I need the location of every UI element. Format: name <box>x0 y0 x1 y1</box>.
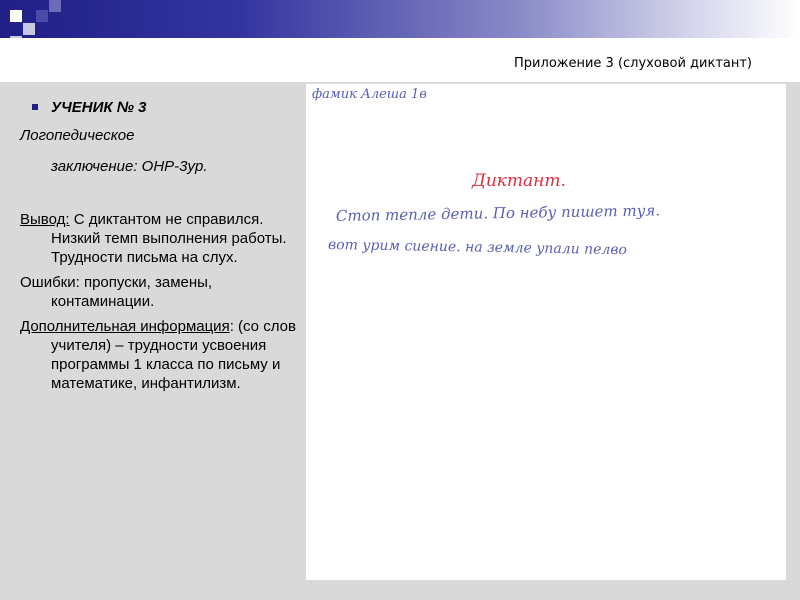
handwritten-line2: вот урим сиение. на земле упали пелво <box>327 237 628 259</box>
dictation-scan-image <box>306 84 786 580</box>
handwritten-heading: Диктант. <box>472 171 566 191</box>
extra-text: : (со слов учителя) – трудности усвоения программы 1 класса по письму и математике, инфантилизм. <box>51 318 296 392</box>
student-heading <box>20 98 300 117</box>
decor-square <box>23 23 35 35</box>
extra-paragraph <box>20 317 300 393</box>
page-title: Приложение 3 (слуховой диктант) <box>514 56 752 71</box>
student-label: УЧЕНИК № 3 <box>51 99 147 116</box>
handwritten-name: фамик Алеша 1в <box>312 87 427 102</box>
conclusion-line2: заключение: ОНР-3ур. <box>51 158 208 175</box>
handwritten-line1: Стоп тепле дети. По небу пишет туя. <box>335 201 661 225</box>
decor-square <box>36 10 48 22</box>
decor-square <box>10 10 22 22</box>
conclusion-line1: Логопедическое <box>20 127 135 144</box>
result-paragraph <box>20 210 300 267</box>
result-label: Вывод: <box>20 211 70 228</box>
bullet-icon <box>32 104 38 110</box>
errors-paragraph: Ошибки: пропуски, замены, контаминации. <box>20 274 213 310</box>
decor-square <box>49 0 61 12</box>
extra-label: Дополнительная информация <box>20 318 230 335</box>
result-text: С диктантом не справился. Низкий темп выполнения работы. Трудности письма на слух. <box>51 211 287 266</box>
top-gradient-bar <box>0 0 800 38</box>
student-info <box>20 98 300 393</box>
